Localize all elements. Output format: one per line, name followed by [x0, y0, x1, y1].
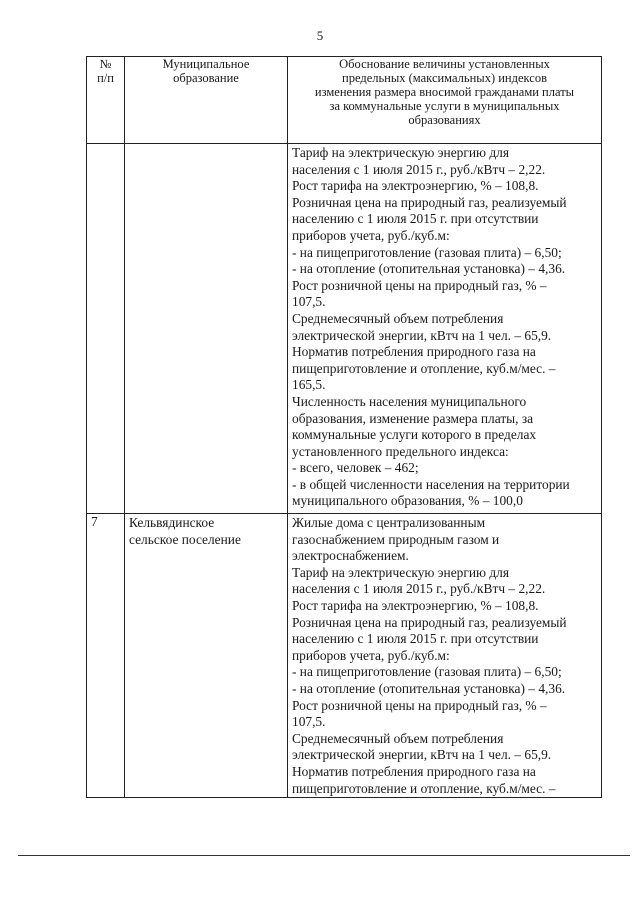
text-line: Рост розничной цены на природный газ, % – [292, 697, 547, 713]
indices-table [86, 56, 602, 798]
text-line: Численность населения муниципального [292, 393, 527, 409]
row-justification-cell [288, 144, 602, 514]
header-line: образование [173, 71, 239, 85]
row-number-cell [87, 144, 125, 514]
table-header-row [87, 57, 602, 144]
text-line: приборов учета, руб./куб.м: [292, 647, 450, 663]
text-line: образования, изменение размера платы, за [292, 410, 534, 426]
text-line: населения с 1 июля 2015 г., руб./кВтч – 2,22. [292, 161, 546, 177]
text-line: - всего, человек – 462; [292, 460, 419, 476]
municipality-line: сельское поселение [129, 532, 241, 547]
header-justification [288, 57, 602, 144]
text-line: Норматив потребления природного газа на [292, 763, 536, 779]
header-number [87, 57, 125, 144]
page-number: 5 [316, 28, 324, 43]
header-line: Муниципальное [162, 57, 250, 71]
header-line: предельных (максимальных) индексов [342, 71, 547, 85]
row-number-cell: 7 [87, 514, 125, 798]
text-line: 107,5. [292, 294, 326, 310]
text-line: населению с 1 июля 2015 г. при отсутствии [292, 211, 539, 227]
header-line: п/п [97, 71, 114, 85]
text-line: муниципального образования, % – 100,0 [292, 493, 523, 509]
text-line: - в общей численности населения на территории [292, 476, 570, 492]
table-row-continued [87, 144, 602, 514]
header-line: изменения размера вносимой гражданами платы [314, 85, 575, 99]
header-line: № [99, 57, 112, 71]
text-line: пищеприготовление и отопление, куб.м/мес. – [292, 780, 556, 796]
text-line: - на отопление (отопительная установка) – 4,36. [292, 261, 566, 277]
header-line: Обоснование величины установленных [339, 57, 550, 71]
text-line: Розничная цена на природный газ, реализуемый [292, 614, 567, 630]
text-line: электрической энергии, кВтч на 1 чел. – 65,9. [292, 327, 552, 343]
table-row [87, 514, 602, 798]
text-line: населения с 1 июля 2015 г., руб./кВтч – 2,22. [292, 581, 546, 597]
header-line: образованиях [408, 113, 481, 127]
text-line: Среднемесячный объем потребления [292, 730, 504, 746]
text-line: коммунальные услуги которого в пределах [292, 427, 537, 443]
text-line: Норматив потребления природного газа на [292, 344, 536, 360]
text-line: Тариф на электрическую энергию для [292, 564, 510, 580]
text-line: - на пищеприготовление (газовая плита) – 6,50; [292, 244, 562, 260]
text-line: электроснабжением. [292, 548, 409, 564]
text-line: Тариф на электрическую энергию для [292, 145, 510, 160]
text-line: - на пищеприготовление (газовая плита) – 6,50; [292, 664, 562, 680]
text-line: - на отопление (отопительная установка) – 4,36. [292, 680, 566, 696]
text-line: газоснабжением природным газом и [292, 531, 500, 547]
text-line: Рост тарифа на электроэнергию, % – 108,8. [292, 597, 539, 613]
text-line: установленного предельного индекса: [292, 443, 509, 459]
text-line: Рост розничной цены на природный газ, % – [292, 277, 547, 293]
text-line: 165,5. [292, 377, 326, 393]
text-line: приборов учета, руб./куб.м: [292, 227, 450, 243]
text-line: Рост тарифа на электроэнергию, % – 108,8. [292, 178, 539, 194]
text-line: пищеприготовление и отопление, куб.м/мес. – [292, 360, 556, 376]
municipality-line: Кельвядинское [129, 515, 215, 530]
text-line: Розничная цена на природный газ, реализуемый [292, 194, 567, 210]
row-municipality-cell [125, 514, 288, 798]
text-line: Среднемесячный объем потребления [292, 310, 504, 326]
row-municipality-cell [125, 144, 288, 514]
header-line: за коммунальные услуги в муниципальных [329, 99, 560, 113]
text-line: 107,5. [292, 714, 326, 730]
text-line: Жилые дома с централизованным [292, 515, 486, 530]
bottom-divider [18, 855, 630, 856]
header-municipality [125, 57, 288, 144]
text-line: населению с 1 июля 2015 г. при отсутствии [292, 631, 539, 647]
text-line: электрической энергии, кВтч на 1 чел. – 65,9. [292, 747, 552, 763]
row-justification-cell [288, 514, 602, 798]
